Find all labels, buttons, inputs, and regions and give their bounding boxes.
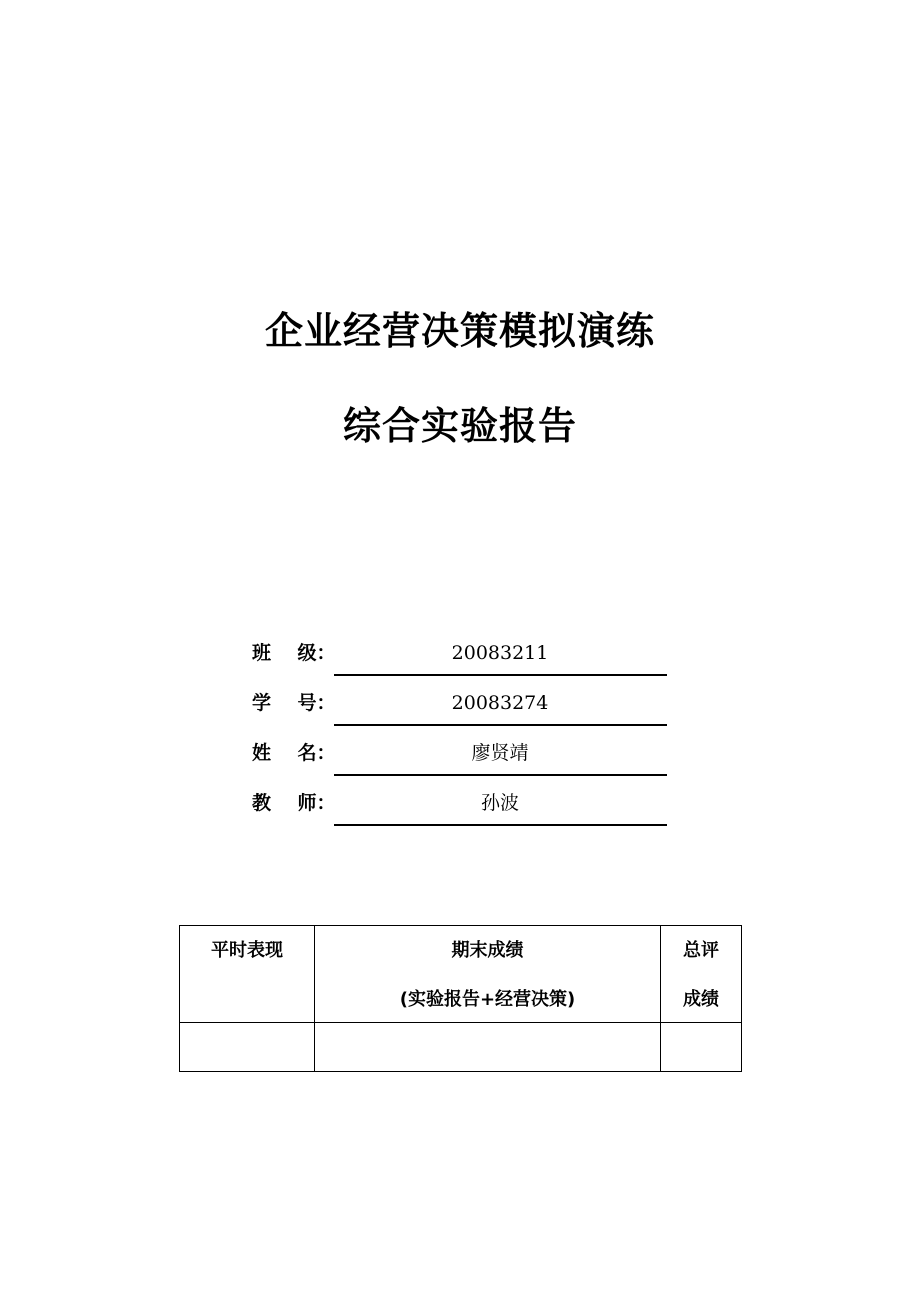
class-label: 班 级： xyxy=(252,642,336,664)
regular-performance-cell[interactable] xyxy=(180,1023,315,1072)
final-grade-label: 期末成绩 xyxy=(451,940,524,961)
name-label: 姓 名： xyxy=(252,742,336,764)
info-row-class xyxy=(0,641,920,691)
student-id-underline xyxy=(334,724,667,726)
teacher-value: 孙波 xyxy=(480,792,519,814)
report-title-line-2: 综合实验报告 xyxy=(342,404,577,448)
final-grade-cell[interactable] xyxy=(315,1023,661,1072)
overall-grade-header xyxy=(661,926,742,1023)
overall-grade-label-line-2: 成绩 xyxy=(683,989,719,1010)
grades-header-row xyxy=(180,926,742,1023)
info-row-name xyxy=(0,741,920,791)
name-value: 廖贤靖 xyxy=(471,742,529,764)
grades-table xyxy=(179,925,742,1072)
final-grade-header xyxy=(315,926,661,1023)
info-row-teacher xyxy=(0,791,920,841)
student-id-value: 20083274 xyxy=(451,692,549,714)
teacher-label: 教 师： xyxy=(252,792,336,814)
info-row-student-id xyxy=(0,691,920,741)
final-grade-sublabel: (实验报告+经营决策) xyxy=(399,989,576,1010)
report-title-line-1: 企业经营决策模拟演练 xyxy=(264,309,655,353)
student-id-label: 学 号： xyxy=(252,692,336,714)
class-value: 20083211 xyxy=(451,642,549,664)
overall-grade-cell[interactable] xyxy=(661,1023,742,1072)
teacher-underline xyxy=(334,824,667,826)
name-underline xyxy=(334,774,667,776)
grades-value-row xyxy=(180,1023,742,1072)
regular-performance-header xyxy=(180,926,315,1023)
class-underline xyxy=(334,674,667,676)
overall-grade-label-line-1: 总评 xyxy=(683,940,719,961)
regular-performance-label: 平时表现 xyxy=(211,940,283,961)
